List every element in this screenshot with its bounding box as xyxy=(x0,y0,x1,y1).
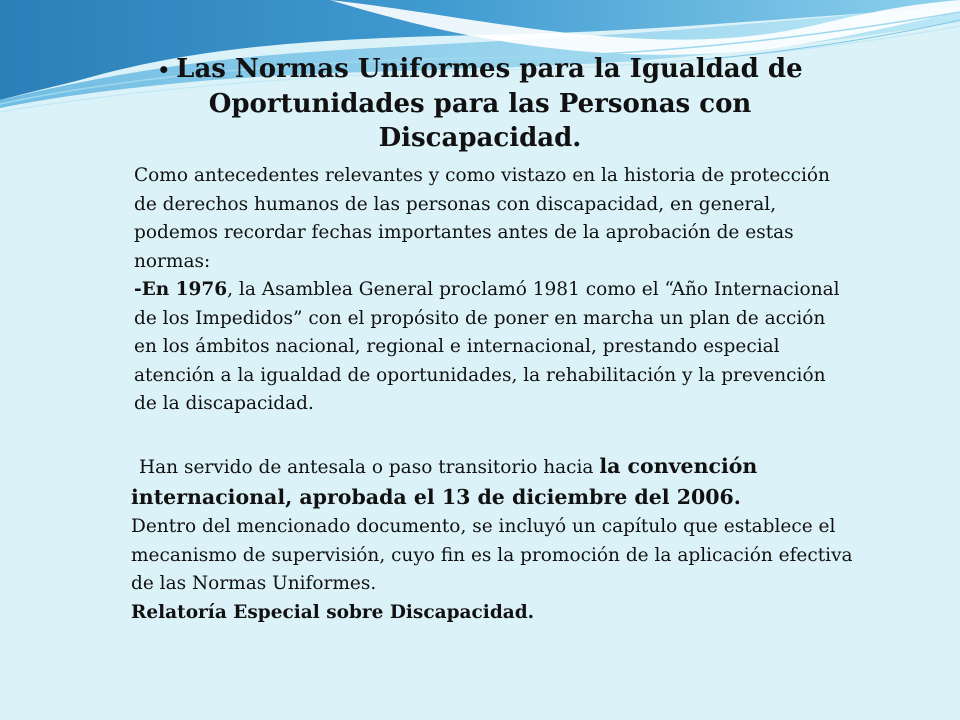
intro-paragraph: Como antecedentes relevantes y como vistazo en la historia de protección de derechos humanos de las personas con discapacidad, en general, podemos recordar fechas importantes antes de la aprobación de estas normas: xyxy=(134,165,830,272)
title-bullet: • xyxy=(157,58,171,82)
item-1976-prefix: - xyxy=(134,279,142,300)
item-1976-paragraph xyxy=(134,276,854,419)
slide-title xyxy=(150,52,810,155)
item-1976-text: , la Asamblea General proclamó 1981 como el “Año Internacional de los Impedidos” con el propósito de poner en marcha un plan de acción en los ámbitos nacional, regional e internacional, prestando especial atención a la igualdad de oportunidades, la rehabilitación y la prevención de la discapacidad. xyxy=(134,279,840,415)
convention-lead-text: Han servido de antesala o paso transitorio hacia xyxy=(139,457,600,478)
convention-paragraph xyxy=(131,452,871,628)
item-1976-highlight: En 1976 xyxy=(141,279,228,300)
convention-highlight: la convención internacional, aprobada el 13 de diciembre del 2006. xyxy=(131,454,758,509)
title-text: Las Normas Uniformes para la Igualdad de Oportunidades para las Personas con Discapacidad. xyxy=(176,54,803,153)
convention-closing: Relatoría Especial sobre Discapacidad. xyxy=(131,601,535,623)
convention-text: Dentro del mencionado documento, se incluyó un capítulo que establece el mecanismo de supervisión, cuyo fin es la promoción de la aplicación efectiva de las Normas Uniformes. xyxy=(131,516,853,595)
